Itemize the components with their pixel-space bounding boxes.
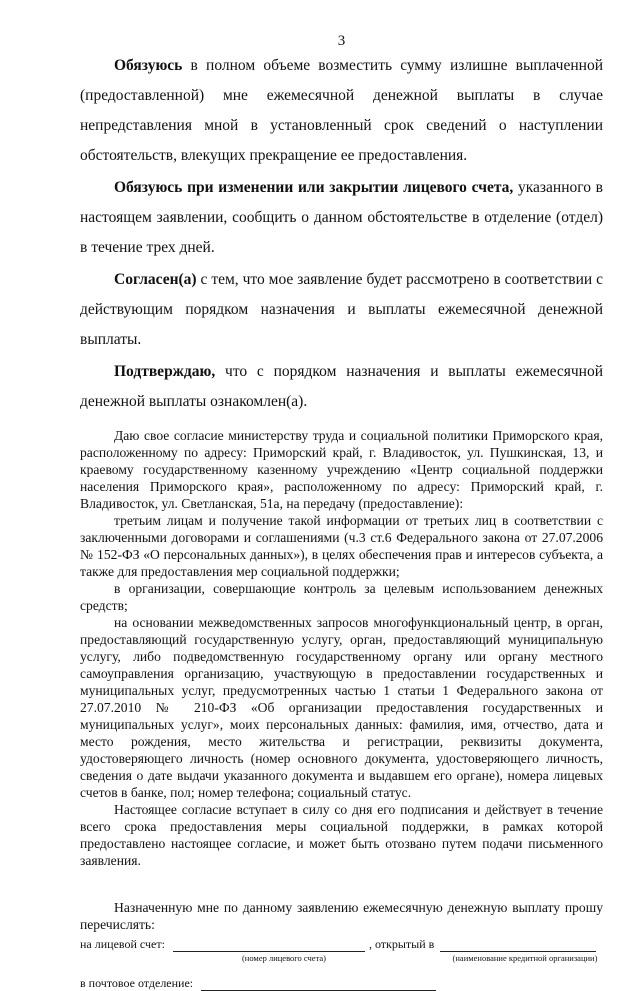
bold-lead: Подтверждаю, bbox=[114, 363, 216, 380]
post-field-wrap bbox=[201, 977, 436, 991]
opened-label: , открытый в bbox=[368, 937, 435, 951]
bold-lead: Согласен(а) bbox=[114, 271, 197, 288]
post-office-label: в почтовое отделение: bbox=[80, 976, 194, 990]
bold-lead: Обязуюсь при изменении или закрытии лицевого счета, bbox=[114, 179, 514, 196]
paragraph-text: что с порядком назначения и выплаты ежемесячной денежной выплаты ознакомлен(а). bbox=[80, 363, 603, 410]
paragraph-account-change bbox=[80, 173, 603, 263]
paragraph-refund-obligation bbox=[80, 51, 603, 171]
bold-lead: Обязуюсь bbox=[114, 57, 183, 74]
bank-field-wrap bbox=[440, 938, 596, 952]
account-field-wrap bbox=[173, 938, 365, 952]
paragraph-text: указанного в настоящем заявлении, сообщить о данном обстоятельстве в отделение (отдел) в течение трех дней. bbox=[80, 179, 603, 256]
paragraph-text: в полном объеме возместить сумму излишне выплаченной (предоставленной) мне ежемесячной денежной выплаты в случае непредставления мной в установленный срок сведений о наступлении обстоятельств, влекущих прекращение ее предоставления. bbox=[80, 57, 603, 164]
page-number: 3 bbox=[337, 33, 346, 49]
bank-hint: (наименование кредитной организации) bbox=[452, 953, 598, 963]
paragraph-text: с тем, что мое заявление будет рассмотрено в соответствии с действующим порядком назначения и выплаты ежемесячной денежной выплаты. bbox=[80, 271, 603, 348]
post-office-field[interactable] bbox=[201, 977, 436, 991]
account-row bbox=[80, 937, 603, 952]
paragraph-agreement bbox=[80, 265, 603, 355]
post-office-row bbox=[80, 976, 603, 991]
consent-paragraph: на основании межведомственных запросов многофункциональный центр, в орган, предоставляющий государственную услугу, орган, предоставляющий муниципальную услугу, либо подведомственную государственному органу или органу местного самоуправления организацию, участвующую в предоставлении государственных и муниципальных услуг, предусмотренных частью 1 статьи 1 Федерального закона от 27.07.2010 № 210-ФЗ «Об организации предоставления государственных и муниципальных услуг», моих персональных данных: фамилия, имя, отчество, дата и место рождения, место жительства и регистрации, реквизиты документа, удостоверяющего личность (номер основного документа, удостоверяющего личность, сведения о дате выдачи указанного документа и выдавшем его органе), номера лицевых счетов в банке, пол; номер телефона; социальный статус. bbox=[80, 615, 603, 800]
account-hint: (номер лицевого счета) bbox=[241, 953, 327, 963]
consent-paragraph: третьим лицам и получение такой информации от третьих лиц в соответствии с заключенными договорами и соглашениями (ч.3 ст.6 Федерального закона от 27.07.2006 № 152-ФЗ «О персональных данных»), в целях обеспечения прав и интересов субъекта, а также для предоставления мер социальной поддержки; bbox=[80, 513, 603, 579]
consent-paragraph: Даю свое согласие министерству труда и социальной политики Приморского края, расположенному по адресу: Приморский край, г. Владивосток, ул. Пушкинская, 13, и краевому государственному казенному учреждению «Центр социальной поддержки населения Приморского края», расположенному по адресу: Приморский край, г. Владивосток, ул. Светланская, 51а, на передачу (предоставление): bbox=[80, 428, 603, 511]
consent-paragraph: Настоящее согласие вступает в силу со дня его подписания и действует в течение всего срока предоставления меры социальной поддержки, в рамках которой предоставлено настоящее согласие, и может быть отозвано путем подачи письменного заявления. bbox=[80, 802, 603, 868]
consent-paragraph: в организации, совершающие контроль за целевым использованием денежных средств; bbox=[80, 581, 603, 613]
account-number-field[interactable] bbox=[173, 938, 365, 952]
payment-request: Назначенную мне по данному заявлению ежемесячную денежную выплату прошу перечислять: bbox=[80, 900, 603, 932]
bank-name-field[interactable] bbox=[440, 938, 596, 952]
paragraph-confirmation bbox=[80, 357, 603, 417]
account-label: на лицевой счет: bbox=[80, 937, 165, 951]
